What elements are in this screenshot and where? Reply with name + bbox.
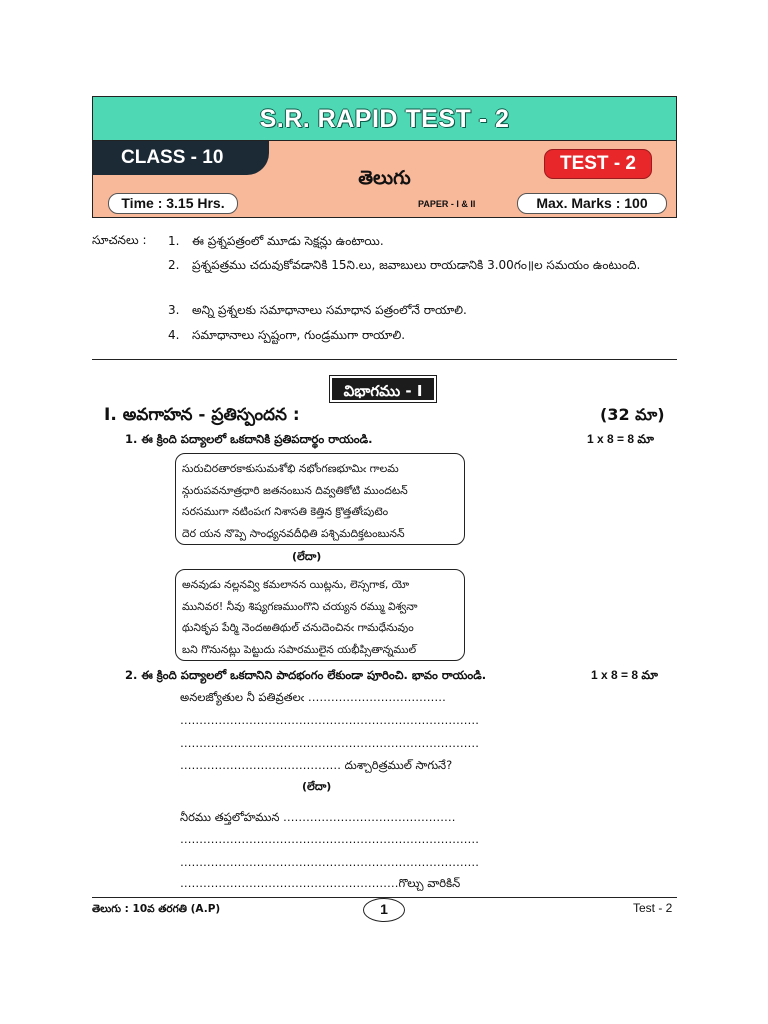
- instruction-item: 4. సమాధానాలు స్పష్టంగా, గుండ్రముగా రాయాలి.: [168, 328, 406, 342]
- part-title: I. అవగాహన - ప్రతిస్పందన :: [104, 405, 300, 425]
- question-2-marks: 1 x 8 = 8 మా: [591, 668, 658, 682]
- max-marks-label: Max. Marks : 100: [517, 193, 667, 214]
- instruction-item: 1. ఈ ప్రశ్నపత్రంలో మూడు సెక్షన్లు ఉంటాయి.: [168, 234, 384, 248]
- fill-line: ……………………………………………………………………: [180, 736, 479, 750]
- divider: [92, 359, 677, 360]
- class-label: CLASS - 10: [93, 141, 269, 175]
- fill-line: ……………………………………………………………………: [180, 832, 479, 846]
- footer-test: Test - 2: [633, 901, 673, 915]
- or-label: (లేదా): [302, 780, 332, 793]
- fill-line: ……………………………………………………………………: [180, 713, 479, 727]
- fill-line: …………………………………… దుశ్చారిత్రముల్ సాగునే?: [180, 758, 453, 772]
- test-badge: TEST - 2: [544, 149, 652, 179]
- poem-box-a: సురుచిరతారకాకుసుమశోభి నభోంగణభూమిఁ గాలమ న్గురుపవనూత్రధారి జతనంబున దివ్వతికోటి ముందటన్ సరసముగా నటింపఁగ నిశాసతి కెత్తిన క్రొత్తతోఁపుటెం దెర యన నొప్పె సాంధ్యనవదీధితి పశ్చిమదిక్తటంబునన్: [175, 453, 465, 545]
- fill-line: అనలజ్యోతుల నీ పతివ్రతలఁ ………………………………: [180, 690, 446, 704]
- instructions-label: సూచనలు :: [92, 233, 147, 247]
- question-1: 1. ఈ క్రింది పద్యాలలో ఒకదానికి ప్రతిపదార్థం రాయండి.: [125, 432, 373, 446]
- fill-line: నీరము తప్తలోహమున ………………………………………: [180, 810, 456, 824]
- part-marks: (32 మా): [600, 405, 665, 424]
- paper-label: PAPER - I & II: [418, 199, 476, 209]
- page-number: 1: [363, 898, 405, 922]
- poem-box-b: అనవుడు నల్లనవ్వి కమలానన యిట్లను, లెస్సగాక, యో మునివర! నీవు శిష్యగణముంగొని చయ్యన రమ్ము విశ్వనా థునికృప పేర్మి నెందఱతిథుల్ చనుదెంచినఁ గామధేనువుం బని గొనునట్లు పెట్టుదు సపారములైన యభీప్సితాన్నముల్: [175, 569, 465, 661]
- instruction-item: 3. అన్ని ప్రశ్నలకు సమాధానాలు సమాధాన పత్రంలోనే రాయాలి.: [168, 303, 467, 317]
- section-badge: విభాగము - I: [330, 376, 436, 402]
- fill-line: …………………………………………………గొల్చు వారికిన్: [180, 876, 461, 890]
- time-label: Time : 3.15 Hrs.: [108, 193, 238, 214]
- header-banner: [92, 96, 677, 218]
- question-1-marks: 1 x 8 = 8 మా: [587, 432, 654, 446]
- question-2: 2. ఈ క్రింది పద్యాలలో ఒకదానిని పాదభంగం లేకుండా పూరించి. భావం రాయండి.: [125, 668, 487, 682]
- or-label: (లేదా): [292, 550, 322, 563]
- footer-subject: తెలుగు : 10వ తరగతి (A.P): [92, 903, 221, 915]
- subject-title: తెలుగు: [358, 167, 411, 189]
- fill-line: ……………………………………………………………………: [180, 855, 479, 869]
- main-title: S.R. RAPID TEST - 2: [259, 105, 510, 133]
- instruction-item: 2. ప్రశ్నపత్రము చదువుకోవడానికి 15ని.లు, జవాబులు రాయడానికి 3.00గం॥ల సమయం ఉంటుంది.: [168, 258, 641, 272]
